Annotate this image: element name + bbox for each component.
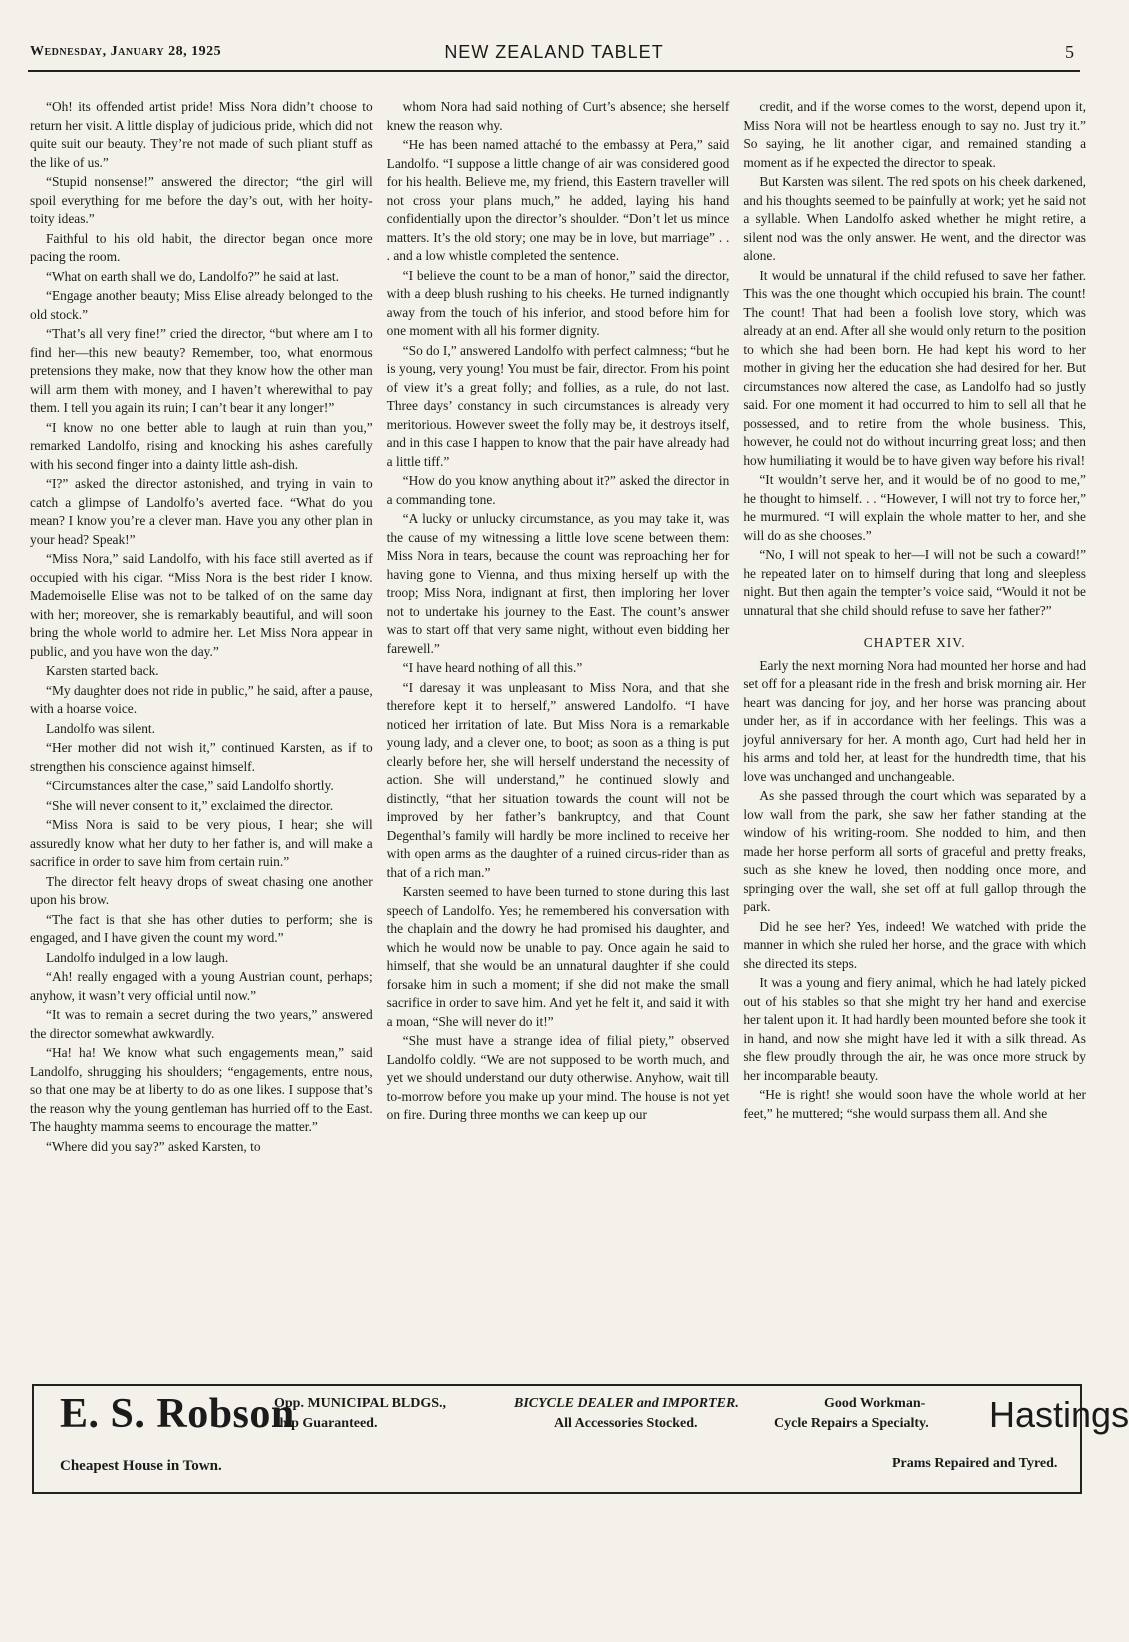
paragraph: “So do I,” answered Landolfo with perfect calmness; “but he is young, very young! You must be fair, director. From his point of view it’s a great folly; and follies, as a rule, do not last. Three days’ constancy in such circumstances is already very meritorious. However sweet the folly may be, it destroys itself, and in this case I happen to know that the pair have already had a little tiff.” [386,342,730,469]
paragraph: “No, I will not speak to her—I will not be such a coward!” he repeated later on to himself during that long and sleepless night. But then again the tempter’s voice said, “Would it not be unnatural that she child should refuse to save her father?” [743,547,1087,618]
paragraph: “It was to remain a secret during the two years,” answered the director somewhat awkwardly. [30,1007,373,1041]
advert-accessories: All Accessories Stocked. [554,1416,698,1431]
paragraph: “The fact is that she has other duties to perform; she is engaged, and I have given the count my word.” [30,911,373,945]
column-1 [30,98,373,1368]
paragraph: “How do you know anything about it?” asked the director in a commanding tone. [386,473,730,507]
paragraph: “I have heard nothing of all this.” [402,660,583,675]
advert-prams: Prams Repaired and Tyred. [892,1456,1058,1471]
paragraph: “Her mother did not wish it,” continued Karsten, as if to strengthen his conscience against himself. [30,740,373,774]
advert-repairs: Cycle Repairs a Specialty. [774,1416,929,1431]
paragraph: “Miss Nora,” said Landolfo, with his face still averted as if occupied with his cigar. “Miss Nora is the best rider I know. Mademoiselle Elise was not to be talked of on the same day with her; moreover, she is remarkably beautiful, and will soon bring the whole world to admire her. Let Miss Nora appear in public, and you have won the day.” [30,551,373,659]
paragraph: It was a young and fiery animal, which he had lately picked out of his stables so that she might try her hand and exercise her talent upon it. It had hardly been mounted before she took it in hand, and now she might have led it with a silk thread. As she flew proudly through the air, he was once more struck by her incomparable beauty. [743,975,1087,1083]
paragraph: “I?” asked the director astonished, and trying in vain to catch a glimpse of Landolfo’s averted face. “What do you mean? I know you’re a clever man. Have you any other plan in your head? Speak!” [30,476,373,547]
page-number: 5 [1065,42,1074,62]
paragraph: “She will never consent to it,” exclaimed the director. [46,797,334,813]
paragraph: whom Nora had said nothing of Curt’s absence; she herself knew the reason why. [386,99,730,133]
paragraph: “I daresay it was unpleasant to Miss Nora, and that she therefore kept it to herself,” answered Landolfo. “I have noticed her irritation of late. But Miss Nora is a remarkable young lady, and a clever one, to boot; as soon as a thing is put clearly before her, she will herself understand the necessity of action. She will understand,” he continued slowly and distinctly, “that her situation towards the count will not be improved by her father’s bankruptcy, and that Count Degenthal’s family will hardly be more inclined to receive her with open arms as the daughter of a ruined circus-rider than as that of a rich man.” [386,679,730,880]
paragraph: “Circumstances alter the case,” said Landolfo shortly. [46,778,334,793]
issue-date: Wednesday, January 28, 1925 [30,44,222,59]
advert-dealer: BICYCLE DEALER and IMPORTER. [514,1396,739,1411]
paragraph: Karsten started back. [46,663,159,678]
paragraph: Early the next morning Nora had mounted her horse and had set off for a pleasant ride in the fresh and brisk morning air. Her heart was dancing for joy, and her horse was prancing about under her, as if in accordance with her feelings. This was a joyful anniversary for her. A month ago, Curt had held her in his arms and told her, at least for the hundredth time, that his love was unchanged and unchangeable. [743,657,1087,784]
paragraph: credit, and if the worse comes to the worst, depend upon it, Miss Nora will not be heartless enough to say no. Just try it.” So saying, he lit another cigar, and remained standing a moment as if he expected the director to speak. [743,99,1087,170]
advert-guarantee: ship Guaranteed. [274,1416,378,1431]
paragraph: Karsten seemed to have been turned to stone during this last speech of Landolfo. Yes; he remembered his conversation with the chaplain and the dowry he had promised his daughter, and which he would now be unable to pay. Once again he said to himself, that she would be an unnatural daughter if she could forsake him in such a moment; if she did not make the small sacrifice in order to save him. And yet he felt it, and said it with a moan, “She will never do it!” [386,884,730,1029]
advert-address: Opp. MUNICIPAL BLDGS., [274,1396,447,1411]
paragraph: “She must have a strange idea of filial piety,” observed Landolfo coldly. “We are not supposed to be worth much, and yet we should understand our duty otherwise. Anyhow, wait till to-morrow before you make up your mind. The house is not yet on fire. During three months we can keep up our [386,1033,730,1122]
paragraph: Landolfo was silent. [46,720,155,736]
paragraph: “My daughter does not ride in public,” he said, after a pause, with a hoarse voice. [30,682,373,716]
column-2 [387,98,730,1368]
paragraph: “I know no one better able to laugh at ruin than you,” remarked Landolfo, rising and knocking his ashes carefully with his second finger into a dainty little ash-dish. [30,419,373,472]
paragraph: Landolfo indulged in a low laugh. [46,949,229,965]
paragraph: “Stupid nonsense!” answered the director; “the girl will spoil everything for me before the day’s out, with her hoity-toity ideas.” [30,174,373,226]
advertiser-name: E. S. Robson [60,1391,295,1437]
advert-tagline: Cheapest House in Town. [60,1458,222,1474]
paragraph: “Engage another beauty; Miss Elise already belonged to the old stock.” [30,288,373,322]
chapter-heading: CHAPTER XIV. [863,635,966,650]
column-3 [743,98,1086,1368]
paragraph: “Miss Nora is said to be very pious, I hear; she will assuredly know what her duty to her father is, and will make a sacrifice in order to save him from certain ruin.” [30,817,373,869]
paragraph: “He has been named attaché to the embassy at Pera,” said Landolfo. “I suppose a little change of air was considered good for his health. Believe me, my friend, this Eastern traveller will not cross your plans much,” he added, laying his hand confidentially upon the director’s shoulder. “Don’t let us mince matters. It’s the old story; one may be in love, but marriage” . . . and a low whistle completed the sentence. [386,137,730,263]
paragraph: “It wouldn’t serve her, and it would be of no good to me,” he thought to himself. . . “However, I will not try to force her,” he murmured. “I will explain the whole matter to her, and she will do as she chooses.” [743,472,1087,543]
paragraph: “I believe the count to be a man of honor,” said the director, with a deep blush rushing to his cheeks. He turned indignantly away from the touch of his inferior, and stood before him for one moment with all his former dignity. [386,267,730,338]
paragraph: “Oh! its offended artist pride! Miss Nora didn’t choose to return her visit. A little display of judicious pride, which did not quite suit our beauty. They’re not made of such pliant stuff as the like of us.” [30,99,373,170]
paragraph: “What on earth shall we do, Landolfo?” he said at last. [46,268,339,284]
paragraph: “Ha! ha! We know what such engagements mean,” said Landolfo, shrugging his shoulders; “engagements, entre nous, so that one may be at liberty to do as one likes. I suppose that’s the reason why the young gentleman has hurried off to the East. The haughty mamma seems to encourage the matter.” [30,1045,373,1134]
paragraph: Did he see her? Yes, indeed! We watched with pride the manner in which she ruled her horse, and the grace with which she directed its steps. [743,918,1087,971]
article-columns [30,98,1086,1368]
advert-workmanship: Good Workman- [824,1396,926,1411]
paragraph: As she passed through the court which was separated by a low wall from the park, she saw her father standing at the window of his writing-room. She nodded to him, and then made her horse perform all sorts of graceful and pretty freaks, such as she knew he loved, then nodding once more, and springing over the wall, she set off at full gallop through the park. [743,788,1087,914]
paragraph: “A lucky or unlucky circumstance, as you may take it, was the cause of my witnessing a little love scene between them: Miss Nora in tears, because the count was reproaching her for having gone to Vienna, and thus mixing herself up with the troop; Miss Nora, indignant at first, then imploring her lover not to undertake his journey to the East. The count’s answer was to start off that very same night, without even bidding her farewell.” [386,511,730,656]
paragraph: It would be unnatural if the child refused to save her father. This was the one thought which occupied his brain. The count! The count! That had been a foolish love story, which was already at an end. After all she would only return to the position to which she had been born. He had kept his word to her mother in giving her the education she had desired for her. But circumstances now altered the case, as Landolfo had so justly said. For one moment it had occurred to him to sell all that he possessed, and to retire from the whole business. This, however, he could not do without incurring great loss; and then how humiliating it would be to have given way before his rival! [743,267,1087,468]
publication-title: NEW ZEALAND TABLET [444,42,664,62]
paragraph: The director felt heavy drops of sweat chasing one another upon his brow. [30,873,373,907]
paragraph: “That’s all very fine!” cried the director, “but where am I to find her—this new beauty? Remember, too, what enormous pretensions they make, now that they know how the other man will arm them with money, and I haven’t wherewithal to pay them. I tell you again its ruin; I can’t bear it any longer!” [30,326,373,415]
advert-town: Hastings [989,1394,1129,1435]
paragraph: Faithful to his old habit, the director began once more pacing the room. [30,230,373,264]
masthead [28,40,1080,72]
paragraph: “Ah! really engaged with a young Austrian count, perhaps; anyhow, it wasn’t very official until now.” [30,969,373,1003]
paragraph: But Karsten was silent. The red spots on his cheek darkened, and his thoughts seemed to be painfully at work; yet he said not a syllable. When Landolfo asked whether he might retire, a silent nod was the only answer. He went, and the director was alone. [743,174,1087,263]
advertisement-robson [32,1384,1129,1494]
paragraph: “Where did you say?” asked Karsten, to [46,1138,261,1154]
paragraph: “He is right! she would soon have the whole world at her feet,” he muttered; “she would surpass them all. And she [743,1087,1087,1121]
